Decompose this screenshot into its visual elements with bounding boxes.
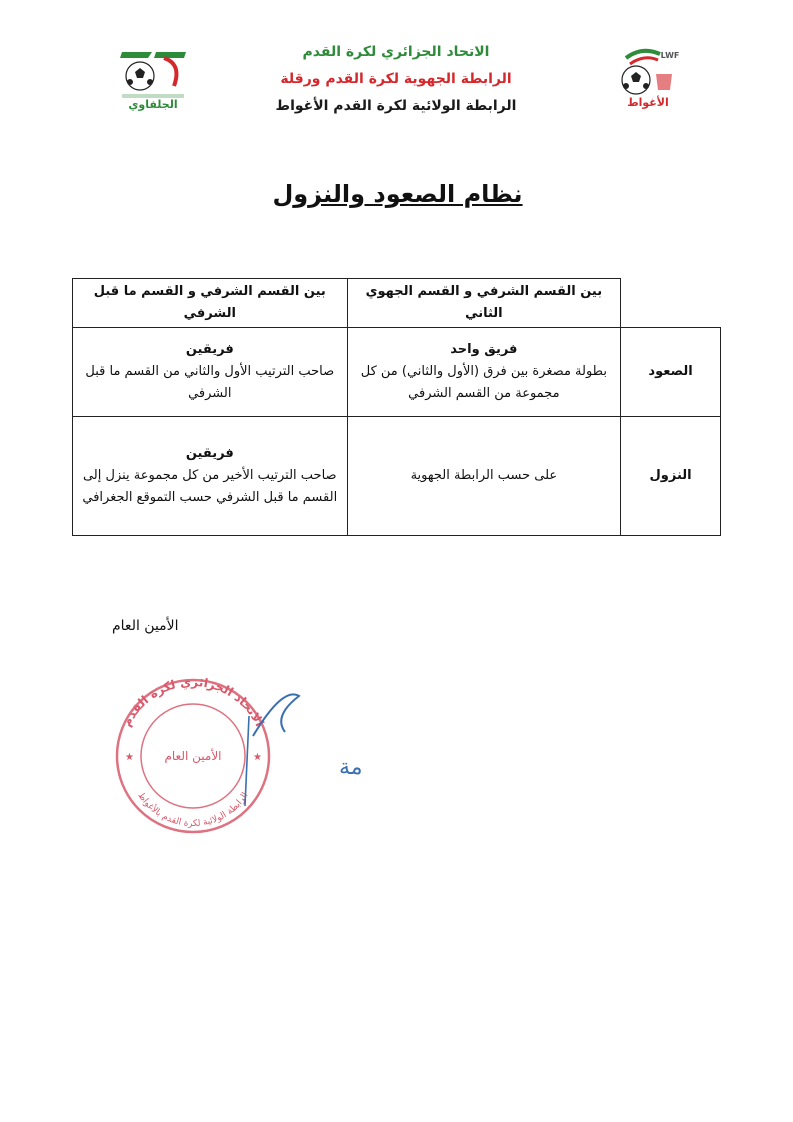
signature-name: مة <box>339 755 363 780</box>
row-label-promotion: الصعود <box>621 328 721 417</box>
table-corner <box>621 279 721 328</box>
stamp-bottom-text: الرابطة الولائية لكرة القدم بالأغواط <box>135 790 251 830</box>
federation-logo <box>112 46 194 112</box>
cell-text: بطولة مصغرة بين فرق (الأول والثاني) من كل مجموعة من القسم الشرفي <box>360 364 607 401</box>
header-wilaya-league: الرابطة الولائية لكرة القدم الأغواط <box>275 98 517 114</box>
cell-text: على حسب الرابطة الجهوية <box>410 468 558 483</box>
stamp-top-text: الاتحاد الجزائري لكرة القدم <box>119 676 267 729</box>
row-label-relegation: النزول <box>621 417 721 536</box>
table-row <box>73 417 721 536</box>
cell-text: صاحب الترتيب الأول والثاني من القسم ما قبل الشرفي <box>85 364 335 401</box>
svg-text:★: ★ <box>125 752 134 763</box>
cell-promotion-regional <box>347 328 621 417</box>
cell-title: فريق واحد <box>450 342 518 357</box>
official-stamp-signature <box>103 676 363 836</box>
stamp-center-text: الأمين العام <box>164 749 222 763</box>
cell-relegation-pre-honor <box>73 417 348 536</box>
table-row <box>73 328 721 417</box>
cell-text: صاحب الترتيب الأخير من كل مجموعة ينزل إلى القسم ما قبل الشرفي حسب التموقع الجغرافي <box>82 468 338 505</box>
header-federation: الاتحاد الجزائري لكرة القدم <box>302 44 490 60</box>
cell-relegation-regional <box>347 417 621 536</box>
wilaya-league-logo <box>612 44 684 110</box>
col-header-pre-honor: بين القسم الشرفي و القسم ما قبل الشرفي <box>73 279 348 328</box>
right-logo-badge: LWF <box>660 51 680 60</box>
header-regional-league: الرابطة الجهوية لكرة القدم ورقلة <box>280 71 512 87</box>
left-logo-label: الجلفاوي <box>128 98 178 111</box>
cell-title: فريقين <box>185 446 234 461</box>
cell-promotion-pre-honor <box>73 328 348 417</box>
col-header-regional: بين القسم الشرفي و القسم الجهوي الثاني <box>347 279 621 328</box>
svg-text:★: ★ <box>253 752 262 763</box>
right-logo-label: الأغواط <box>627 96 669 109</box>
cell-title: فريقين <box>185 342 234 357</box>
secretary-general-title: الأمين العام <box>112 618 179 634</box>
page-title: نظام الصعود والنزول <box>272 180 523 208</box>
promotion-relegation-table <box>72 278 721 536</box>
